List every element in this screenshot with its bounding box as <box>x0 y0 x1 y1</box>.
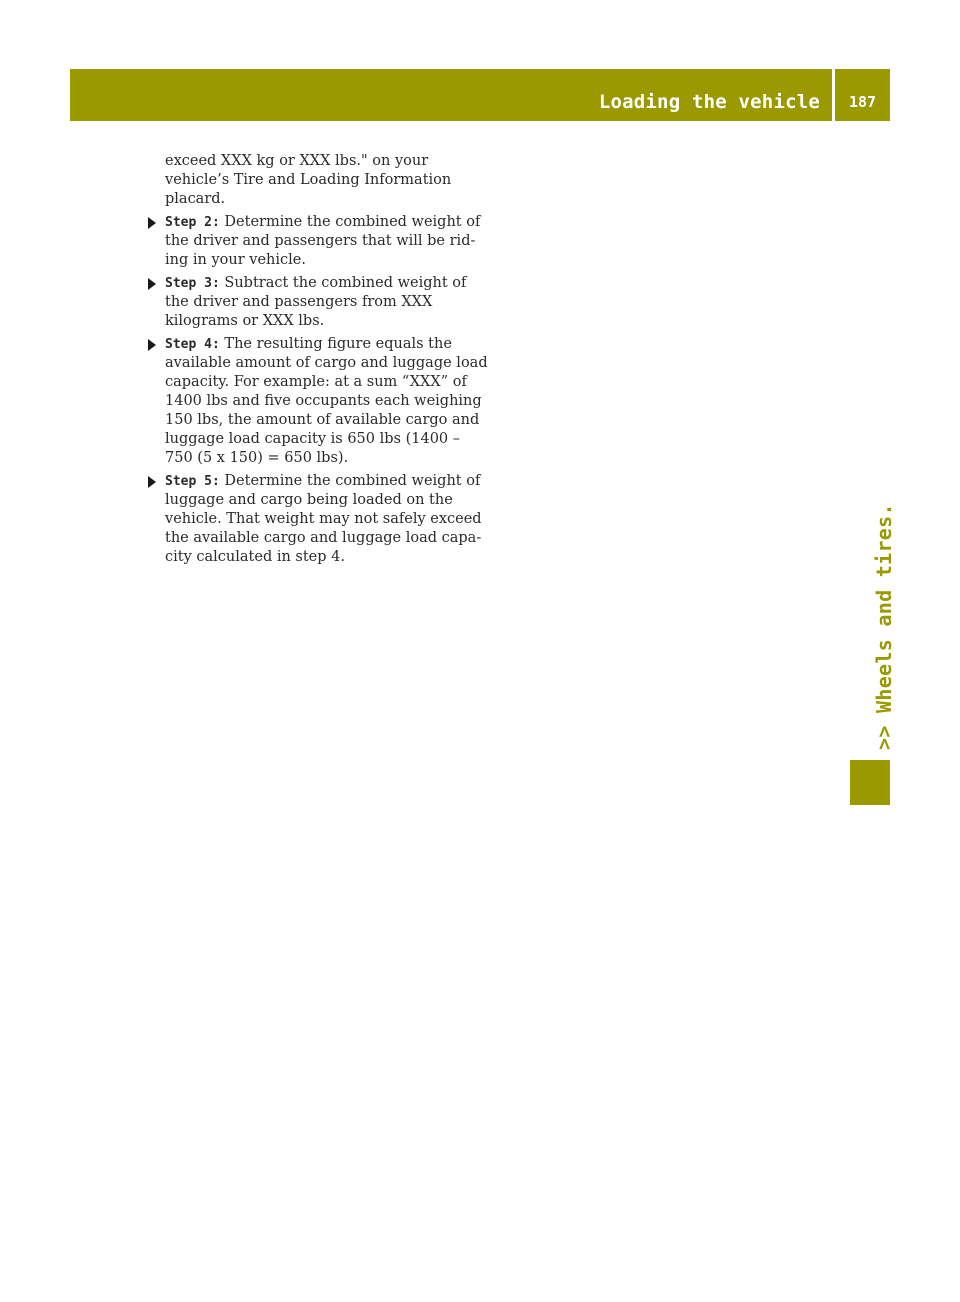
step-label: Step 4: <box>165 337 220 352</box>
step-2 <box>144 213 489 270</box>
page-number-box <box>835 69 890 121</box>
bullet-arrow-icon <box>148 339 156 351</box>
header-bar <box>70 69 832 121</box>
step-label: Step 2: <box>165 215 220 230</box>
step-3 <box>144 274 489 331</box>
step-label: Step 3: <box>165 276 220 291</box>
section-side-label: >> Wheels and tires. <box>872 503 896 750</box>
step-5 <box>144 472 489 567</box>
step-text: Determine the combined weight of luggage and cargo being loaded on the vehicle. That weight may not safely exceed the available cargo and luggage load capacity calculated in step 4. <box>165 473 482 565</box>
main-content <box>144 152 489 571</box>
step-text: Determine the combined weight of the driver and passengers that will be riding in your vehicle. <box>165 214 481 268</box>
section-side-tab <box>850 760 890 805</box>
page-number: 187 <box>848 93 877 111</box>
bullet-arrow-icon <box>148 476 156 488</box>
step-label: Step 5: <box>165 474 220 489</box>
page-title: Loading the vehicle <box>598 91 820 113</box>
step-4 <box>144 335 489 468</box>
intro-paragraph: exceed XXX kg or XXX lbs." on your vehicle’s Tire and Loading Information placard. <box>165 153 452 207</box>
bullet-arrow-icon <box>148 217 156 229</box>
step-text: Subtract the combined weight of the driver and passengers from XXX kilograms or XXX lbs. <box>165 275 467 329</box>
bullet-arrow-icon <box>148 278 156 290</box>
step-text: The resulting figure equals the available amount of cargo and luggage load capacity. For example: at a sum “XXX” of 1400 lbs and five occupants each weighing 150 lbs, the amount of available cargo and luggage load capacity is 650 lbs (1400 – 750 (5 x 150) = 650 lbs). <box>165 336 488 466</box>
